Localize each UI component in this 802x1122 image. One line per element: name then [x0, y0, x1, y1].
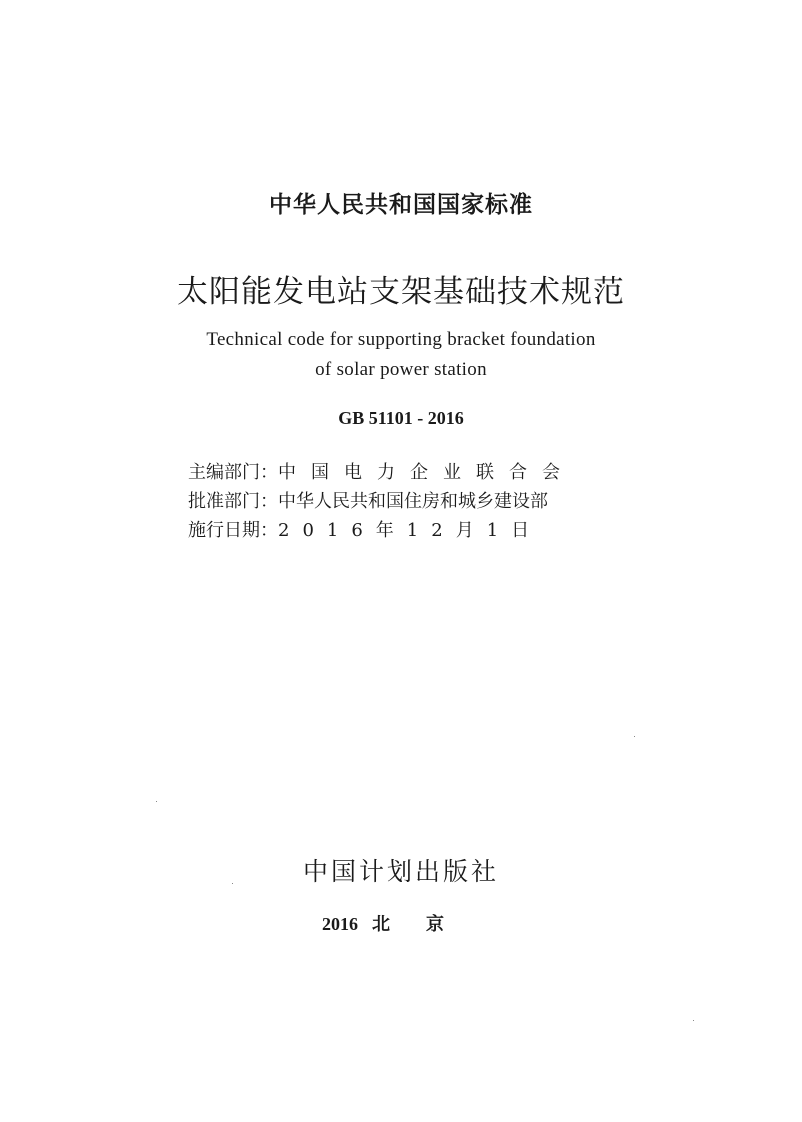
meta-separator: ：	[260, 491, 278, 512]
document-title-chinese: 太阳能发电站支架基础技术规范	[177, 274, 625, 310]
publisher-name: 中国计划出版社	[302, 857, 499, 886]
meta-separator: ：	[260, 520, 278, 541]
document-title-english-line1: Technical code for supporting bracket foundation	[206, 329, 596, 350]
document-title-english-line2: of solar power station	[315, 359, 487, 380]
meta-row-editor	[188, 458, 588, 487]
scan-speck	[634, 736, 635, 737]
meta-label-approver: 批准部门	[188, 491, 260, 512]
meta-label-editor: 主编部门	[188, 462, 260, 483]
meta-row-effective-date	[188, 516, 588, 545]
scan-speck	[156, 801, 157, 802]
document-meta-block	[188, 458, 588, 545]
imprint-year: 2016	[322, 914, 358, 934]
standard-type-heading: 中华人民共和国国家标准	[269, 192, 533, 218]
meta-value-effective-date: 2016年12月1日	[278, 520, 543, 541]
meta-value-editor: 中国电力企业联合会	[278, 462, 575, 483]
standard-code-number: GB 51101 - 2016	[338, 408, 464, 428]
scan-speck	[693, 1020, 694, 1021]
scan-speck	[232, 883, 233, 884]
imprint-city: 北京	[372, 914, 480, 935]
meta-label-effective-date: 施行日期	[188, 520, 260, 541]
meta-value-approver: 中华人民共和国住房和城乡建设部	[278, 491, 548, 512]
meta-separator: ：	[260, 462, 278, 483]
imprint-line	[0, 910, 802, 936]
meta-row-approver	[188, 487, 588, 516]
